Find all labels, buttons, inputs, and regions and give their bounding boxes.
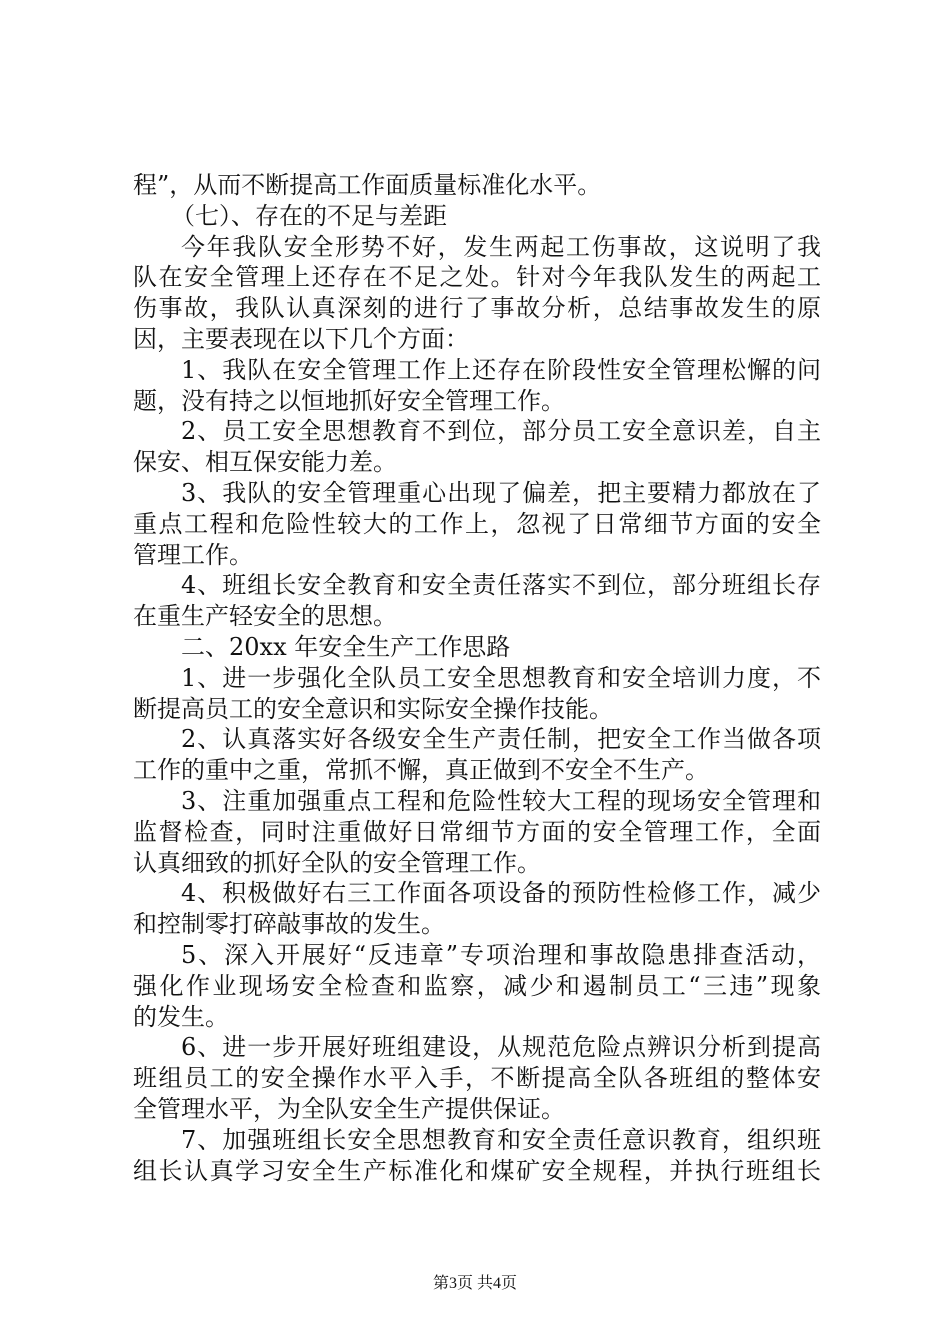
text-line: 2、认真落实好各级安全生产责任制，把安全工作当做各项 [181, 725, 821, 754]
text-line: 队在安全管理上还存在不足之处。针对今年我队发生的两起工 [133, 263, 821, 292]
text-line: 4、积极做好右三工作面各项设备的预防性检修工作，减少 [181, 879, 821, 908]
text-line: 4、班组长安全教育和安全责任落实不到位，部分班组长存 [181, 571, 821, 600]
text-line: 的发生。 [133, 1002, 229, 1031]
text-line: 工作的重中之重，常抓不懈，真正做到不安全不生产。 [133, 756, 709, 785]
text-line: 重点工程和危险性较大的工作上，忽视了日常细节方面的安全 [133, 509, 821, 538]
text-line: 认真细致的抓好全队的安全管理工作。 [133, 848, 541, 877]
text-line: 6、进一步开展好班组建设，从规范危险点辨识分析到提高 [181, 1033, 821, 1062]
body-text [133, 170, 821, 1186]
text-line: 5、深入开展好“反违章”专项治理和事故隐患排查活动， [181, 940, 821, 969]
text-line: 伤事故，我队认真深刻的进行了事故分析，总结事故发生的原 [133, 294, 821, 323]
text-line: 保安、相互保安能力差。 [133, 448, 397, 477]
text-line: 全管理水平，为全队安全生产提供保证。 [133, 1094, 565, 1123]
text-line: 1、进一步强化全队员工安全思想教育和安全培训力度，不 [181, 663, 821, 692]
text-line: 管理工作。 [133, 540, 253, 569]
text-line: 组长认真学习安全生产标准化和煤矿安全规程，并执行班组长 [133, 1156, 821, 1185]
text-line: 今年我队安全形势不好，发生两起工伤事故，这说明了我 [181, 232, 821, 261]
text-line: 题，没有持之以恒地抓好安全管理工作。 [133, 386, 565, 415]
text-line: 7、加强班组长安全思想教育和安全责任意识教育，组织班 [181, 1125, 821, 1154]
text-line: 程”，从而不断提高工作面质量标准化水平。 [133, 171, 602, 199]
text-line: 班组员工的安全操作水平入手，不断提高全队各班组的整体安 [133, 1064, 821, 1093]
text-line: 在重生产轻安全的思想。 [133, 602, 397, 631]
text-line: 断提高员工的安全意识和实际安全操作技能。 [133, 694, 613, 723]
text-line: 监督检查，同时注重做好日常细节方面的安全管理工作，全面 [133, 817, 821, 846]
text-line: 因，主要表现在以下几个方面： [133, 324, 469, 353]
text-line: 3、注重加强重点工程和危险性较大工程的现场安全管理和 [181, 786, 821, 815]
text-line: 3、我队的安全管理重心出现了偏差，把主要精力都放在了 [181, 478, 821, 507]
text-line: 和控制零打碎敲事故的发生。 [133, 910, 445, 939]
text-line: 1、我队在安全管理工作上还存在阶段性安全管理松懈的问 [181, 355, 821, 384]
text-line: 强化作业现场安全检查和监察，减少和遏制员工“三违”现象 [133, 971, 821, 1000]
text-line: （七）、存在的不足与差距 [171, 201, 447, 230]
text-line: 二、20xx 年安全生产工作思路 [181, 632, 511, 661]
text-line: 2、员工安全思想教育不到位，部分员工安全意识差，自主 [181, 417, 821, 446]
page-footer: 第3页 共4页 [432, 1275, 517, 1292]
